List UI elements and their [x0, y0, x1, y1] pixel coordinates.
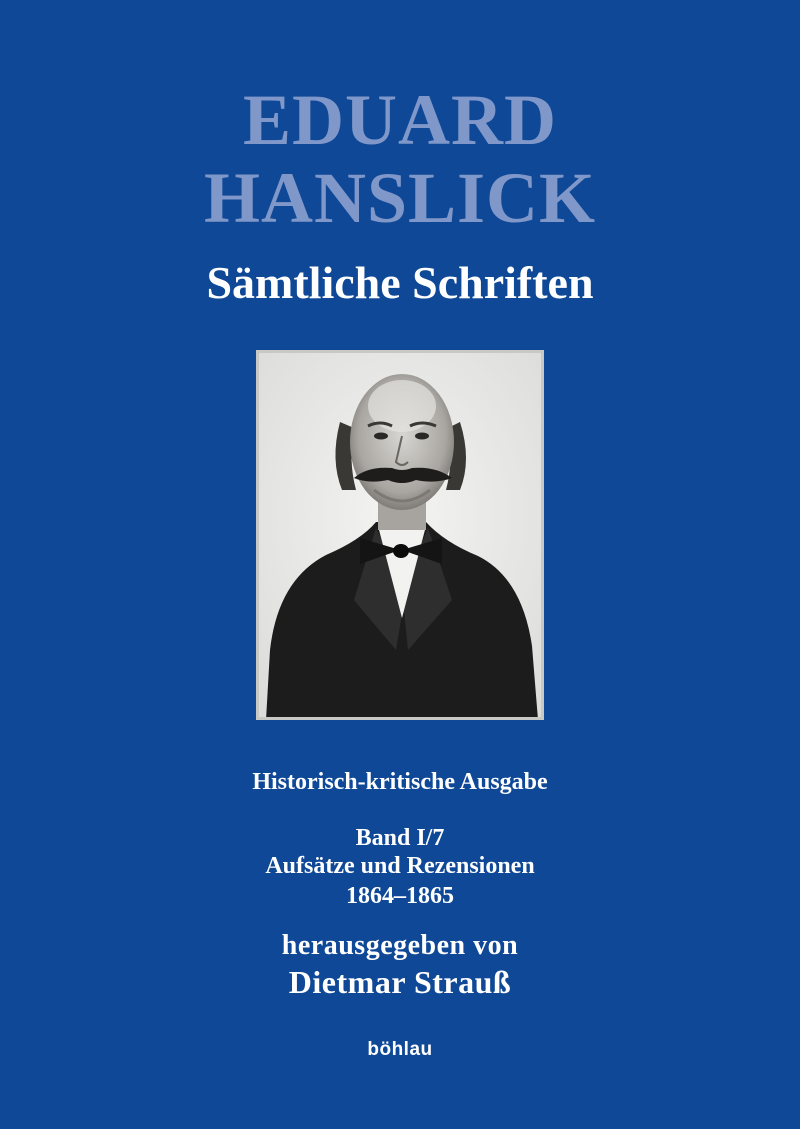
author-portrait: [256, 350, 544, 720]
volume-years: 1864–1865: [346, 883, 454, 909]
author-first-name: EDUARD: [242, 80, 557, 160]
portrait-image: [256, 350, 544, 720]
volume-title: Aufsätze und Rezensionen: [265, 853, 535, 879]
editor-label: herausgegeben von: [281, 930, 519, 961]
editor-name: Dietmar Strauß: [288, 964, 512, 1000]
series-title: Sämtliche Schriften: [206, 257, 594, 308]
publisher-logo: böhlau: [367, 1039, 433, 1060]
edition-subtitle: Historisch-kritische Ausgabe: [252, 769, 548, 795]
author-last-name: HANSLICK: [203, 158, 597, 238]
volume-number: Band I/7: [355, 825, 445, 851]
